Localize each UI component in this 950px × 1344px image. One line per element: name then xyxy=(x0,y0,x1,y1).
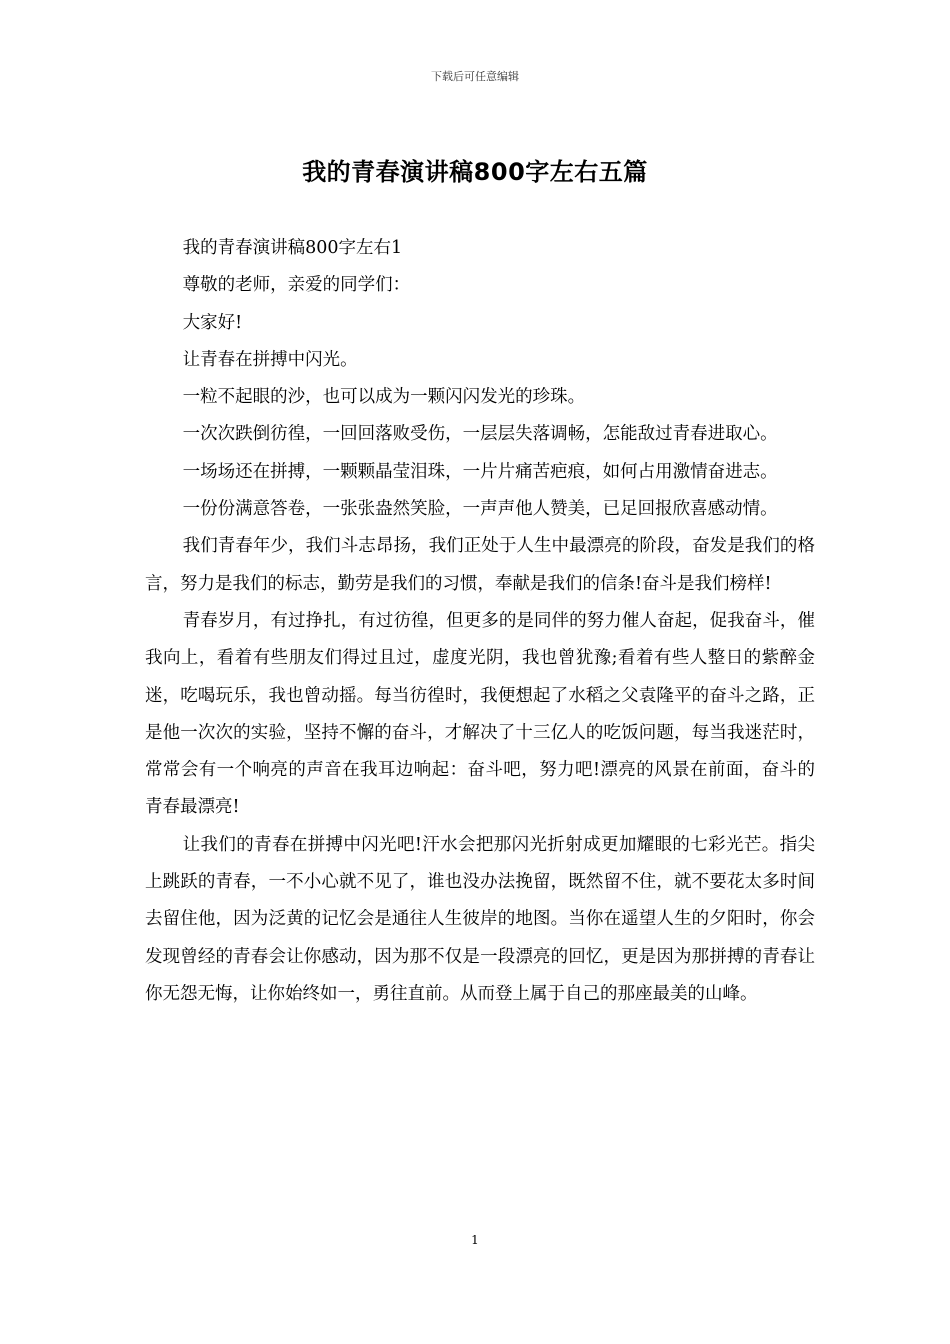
paragraph: 青春岁月，有过挣扎，有过彷徨，但更多的是同伴的努力催人奋起，促我奋斗，催我向上，看着有些朋友们得过且过，虚度光阴，我也曾犹豫;看着有些人整日的紫醉金迷，吃喝玩乐，我也曾动摇。每当彷徨时，我便想起了水稻之父袁隆平的奋斗之路，正是他一次次的实验，坚持不懈的奋斗，才解决了十三亿人的吃饭问题，每当我迷茫时，常常会有一个响亮的声音在我耳边响起：奋斗吧，努力吧!漂亮的风景在前面，奋斗的青春最漂亮! xyxy=(145,610,815,818)
document-title: 我的青春演讲稿800字左右五篇 xyxy=(302,158,648,186)
header-note: 下载后可任意编辑 xyxy=(431,70,519,83)
section-heading: 我的青春演讲稿800字左右1 xyxy=(182,238,403,258)
greeting: 大家好! xyxy=(182,312,243,333)
document-body xyxy=(145,230,815,1013)
paragraph: 一次次跌倒彷徨，一回回落败受伤，一层层失落调畅，怎能敌过青春进取心。 xyxy=(182,424,778,445)
salutation: 尊敬的老师，亲爱的同学们： xyxy=(182,275,411,296)
paragraph: 让我们的青春在拼搏中闪光吧!汗水会把那闪光折射成更加耀眼的七彩光芒。指尖上跳跃的青春，一不小心就不见了，谁也没办法挽留，既然留不住，就不要花太多时间去留住他，因为泛黄的记忆会是通往人生彼岸的地图。当你在遥望人生的夕阳时，你会发现曾经的青春会让你感动，因为那不仅是一段漂亮的回忆，更是因为那拼搏的青春让你无怨无悔，让你始终如一，勇往直前。从而登上属于自己的那座最美的山峰。 xyxy=(145,834,815,1004)
paragraph: 一粒不起眼的沙，也可以成为一颗闪闪发光的珍珠。 xyxy=(182,387,586,408)
paragraph: 一份份满意答卷，一张张盎然笑脸，一声声他人赞美，已足回报欣喜感动情。 xyxy=(182,499,778,520)
paragraph: 一场场还在拼搏，一颗颗晶莹泪珠，一片片痛苦疤痕，如何占用激情奋进志。 xyxy=(182,461,778,482)
speech-theme: 让青春在拼搏中闪光。 xyxy=(182,349,358,370)
page-number: 1 xyxy=(471,1233,479,1247)
paragraph: 我们青春年少，我们斗志昂扬，我们正处于人生中最漂亮的阶段，奋发是我们的格言，努力是我们的标志，勤劳是我们的习惯，奉献是我们的信条!奋斗是我们榜样! xyxy=(145,536,815,594)
